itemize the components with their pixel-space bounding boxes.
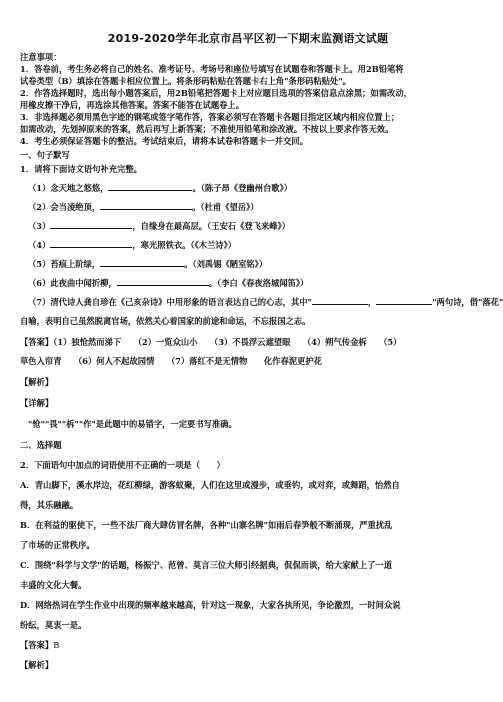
fill-item-prefix: （4） [28,240,51,250]
answer-blank [117,278,209,286]
answer-blank [50,240,132,248]
document-title: 2019-2020学年北京市昌平区初一下期末监测语文试题 [107,32,389,45]
answer-label: 【答案】 [20,640,54,650]
answer-value: B [53,640,60,650]
answer-blank [100,259,184,267]
notice-line: 4．考生必须保证答题卡的整洁。考试结束后，请将本试卷和答题卡一并交回。 [20,136,308,146]
notice-line: 试卷类型（B）填涂在答题卡相应位置上。将条形码粘贴在答题卡右上角"条形码粘贴处"。 [20,76,351,86]
fill-item-prefix: （5）苔痕上阶绿， [28,259,101,269]
fill-item-suffix: ，自缘身在最高层。（王安石《登飞来峰》） [132,221,291,231]
fill-item-suffix: 。（陈子昂《登幽州台歌》） [192,183,293,193]
fill-item [28,221,488,232]
fill-item [28,259,488,270]
analysis-label: 【解析】 [20,660,54,670]
fill-item [28,278,488,289]
answer-row [20,640,480,651]
analysis-label: 【解析】 [20,377,54,387]
fill-item [28,183,488,194]
fill-item-suffix: ，寒光照铁衣。（《木兰诗》） [132,240,237,250]
fill-item-prefix: （3） [28,221,51,231]
fill-item-prefix: （6）此夜曲中闻折柳， [28,278,117,288]
section-heading: 一、句子默写 [20,150,70,160]
answer-blank [108,183,192,191]
fill-item [28,202,488,213]
notice-header: 注意事项： [20,52,62,62]
fill-item [28,297,503,308]
section-heading: 二、选择题 [20,440,62,450]
answer-text: 草色入帘青 （6）何人不起故园情 （7）落红不是无情物 化作春泥更护花 [20,356,322,366]
answer-blank [376,297,432,305]
fill-item-continuation: 自喻，表明自己虽然脱离官场，依然关心着国家的前途和命运，不忘报国之志。 [20,316,311,326]
fill-item-suffix: 。（李白《春夜洛城闻笛》） [208,278,309,288]
notice-line: 用橡皮擦干净后，再选涂其他答案。答案不能答在试题卷上。 [20,100,245,110]
notice-line: 1．答卷前，考生务必将自己的姓名、准考证号、考场号和座位号填写在试题卷和答题卡上。用2B铅笔将 [20,64,404,74]
notice-line: 3．非选择题必须用黑色字迹的钢笔或签字笔作答，答案必须写在答题卡各题目指定区域内相应位置上； [20,112,400,122]
fill-item [28,240,488,251]
option-b: B．在利益的驱使下，一些不法厂商大肆仿冒名牌，各种"山寨名牌"如雨后春笋般不断涌现，严重扰乱 [20,520,393,530]
fill-item-mid: ， [367,297,377,307]
question-stem: 1．请将下面诗文语句补充完整。 [20,164,142,174]
option-c-cont: 丰盛的文化大餐。 [20,580,87,590]
option-d: D．网络热词在学生作业中出现的频率越来越高，针对这一现象，大家各执所见，争论激烈，一时间众说 [20,600,401,610]
fill-item-prefix: （7）清代诗人龚自珍在《己亥杂诗》中用形象的语言表达自己的心志，其中" [28,297,312,307]
answer-blank [312,297,368,305]
option-b-cont: 了市场的正常秩序。 [20,540,95,550]
option-c: C．围绕"科学与文学"的话题，杨振宁、范曾、莫言三位大师引经据典，侃侃而谈，给大家献上了一道 [20,560,393,570]
notice-line: 如需改动，先划掉原来的答案，然后再写上新答案；不准使用铅笔和涂改液。不按以上要求作答无效。 [20,124,394,134]
fill-item-prefix: （1）念天地之悠悠， [28,183,109,193]
fill-item-suffix: 。（杜甫《望岳》） [192,202,259,212]
answer-text: 【答案】（1）独怆然而涕下 （2）一览众山小 （3）不畏浮云遮望眼 （4）朔气传金柝 （5） [20,337,402,347]
detail-text: "怆""畏""柝""作"是此题中的易错字，一定要书写准确。 [28,419,237,429]
fill-item-suffix: 。（刘禹锡《陋室铭》） [184,259,268,269]
fill-item-prefix: （2）会当凌绝顶， [28,202,101,212]
question-stem: 2．下面语句中加点的词语使用不正确的一项是（ ） [20,460,225,470]
detail-label: 【详解】 [20,398,54,408]
option-d-cont: 纷纭，莫衷一是。 [20,620,87,630]
answer-blank [100,202,192,210]
option-a-cont: 得，其乐融融。 [20,500,79,510]
answer-blank [50,221,132,229]
notice-line: 2．作答选择题时，选出每小题答案后，用2B铅笔把答题卡上对应题目选项的答案信息点涂黑；如需改动， [20,88,412,98]
option-a: A．青山脚下，溪水岸边，花红柳绿，游客蚁聚，人们在这里或漫步，或垂钓，或对弈，或舞蹈，怡然自 [20,480,400,490]
fill-item-suffix: "两句诗，借"落花" [432,297,503,307]
